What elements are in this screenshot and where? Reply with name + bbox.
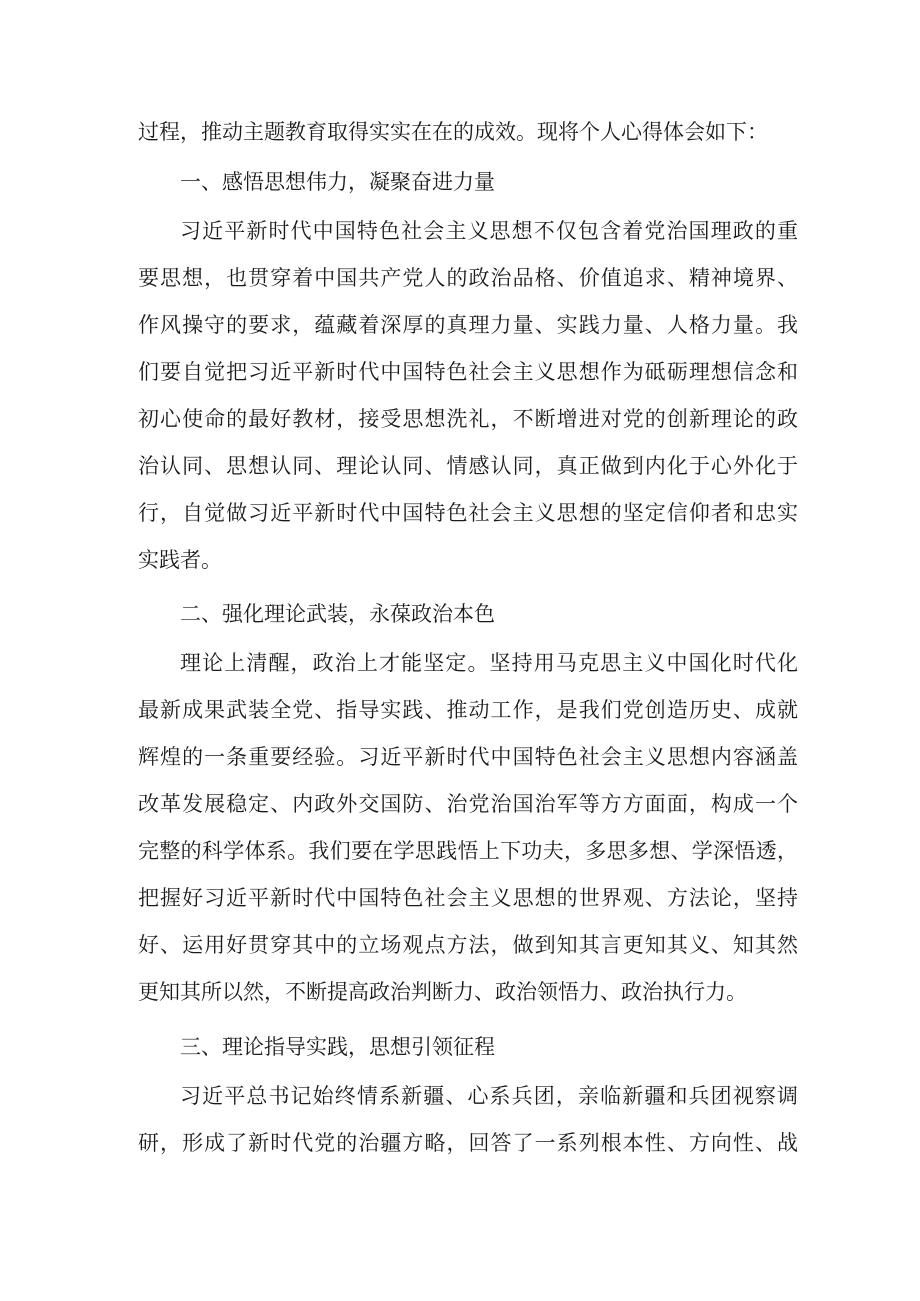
section-1-line-7: 行，自觉做习近平新时代中国特色社会主义思想的坚定信仰者和忠实	[138, 501, 798, 525]
section-3-line-2: 研，形成了新时代党的治疆方略，回答了一系列根本性、方向性、战	[138, 1131, 798, 1155]
section-3-line-1: 习近平总书记始终情系新疆、心系兵团，亲临新疆和兵团视察调	[180, 1084, 798, 1108]
section-2-line-1: 理论上清醒，政治上才能坚定。坚持用马克思主义中国化时代化	[180, 651, 798, 675]
section-1-line-5: 初心使命的最好教材，接受思想洗礼，不断增进对党的创新理论的政	[138, 407, 798, 431]
section-2-line-2: 最新成果武装全党、指导实践、推动工作，是我们党创造历史、成就	[138, 698, 798, 722]
section-3-heading: 三、理论指导实践，思想引领征程	[180, 1035, 495, 1059]
section-1-line-1: 习近平新时代中国特色社会主义思想不仅包含着党治国理政的重	[180, 219, 798, 243]
section-2-line-6: 把握好习近平新时代中国特色社会主义思想的世界观、方法论，坚持	[138, 886, 798, 910]
section-1-line-4: 们要自觉把习近平新时代中国特色社会主义思想作为砥砺理想信念和	[138, 360, 798, 384]
section-1-line-3: 作风操守的要求，蕴藏着深厚的真理力量、实践力量、人格力量。我	[138, 313, 798, 337]
section-1-heading: 一、感悟思想伟力，凝聚奋进力量	[180, 170, 495, 194]
section-1-line-2: 要思想，也贯穿着中国共产党人的政治品格、价值追求、精神境界、	[138, 266, 798, 290]
section-2-line-5: 完整的科学体系。我们要在学思践悟上下功夫，多思多想、学深悟透，	[138, 839, 798, 863]
section-2-line-4: 改革发展稳定、内政外交国防、治党治国治军等方方面面，构成一个	[138, 792, 798, 816]
section-2-line-7: 好、运用好贯穿其中的立场观点方法，做到知其言更知其义、知其然	[138, 933, 798, 957]
section-2-heading: 二、强化理论武装，永葆政治本色	[180, 602, 495, 626]
section-2-line-3: 辉煌的一条重要经验。习近平新时代中国特色社会主义思想内容涵盖	[138, 745, 798, 769]
section-1-line-6: 治认同、思想认同、理论认同、情感认同，真正做到内化于心外化于	[138, 454, 798, 478]
section-2-line-8: 更知其所以然，不断提高政治判断力、政治领悟力、政治执行力。	[138, 980, 747, 1004]
section-1-line-8: 实践者。	[138, 548, 222, 572]
intro-tail-line: 过程，推动主题教育取得实实在在的成效。现将个人心得体会如下：	[138, 120, 768, 144]
